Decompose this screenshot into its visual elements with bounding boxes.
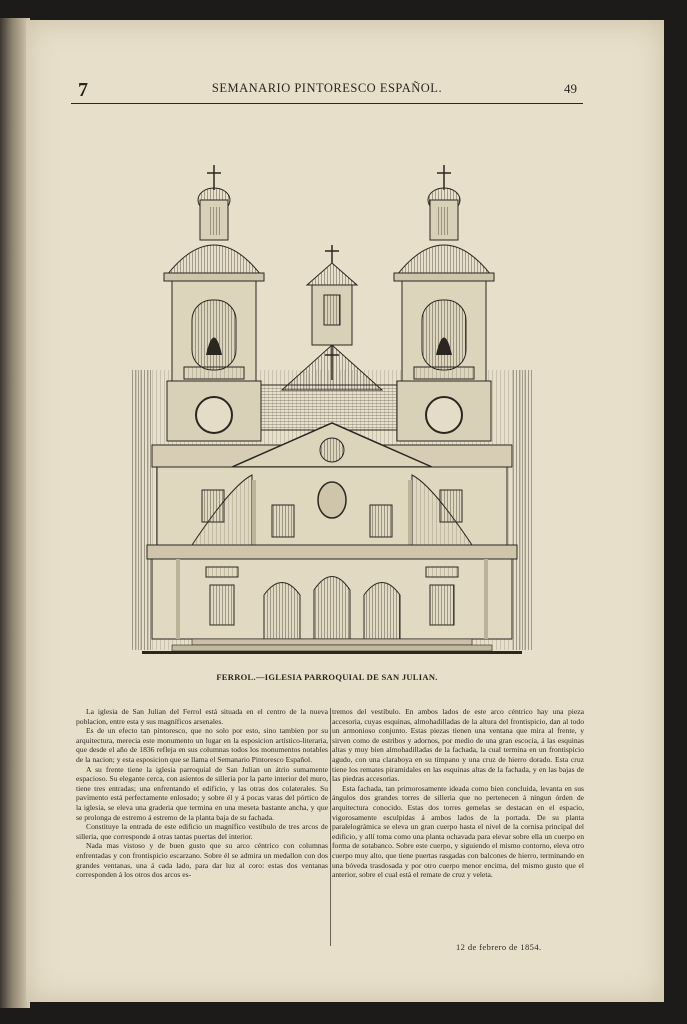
article-left-column bbox=[76, 707, 328, 880]
paragraph: La iglesia de San Julian del Ferrol está situada en el centro de la nueva poblacion, entre esta y sus magníficos arsenales. bbox=[76, 707, 328, 726]
paragraph: A su frente tiene la iglesia parroquial de San Julian un átrio sumamente espacioso. Su elegante cerca, con asientos de silleria por la parte interior del muro, tiene tres entradas; una enfrentando el edificio, y las otras dos colaterales. Su pavimento está perfectamente enlosado; y sobre él y á pocas varas del pórtico de la iglesia, se eleva una graderia que termina en una meseta bastante ancha, y que se prolonga de estremo á estremo de la planta baja de su fachada. bbox=[76, 764, 328, 822]
newspaper-page bbox=[26, 20, 664, 1002]
page-number: 49 bbox=[564, 81, 577, 96]
paragraph: Nada mas vistoso y de buen gusto que su arco céntrico con columnas enfrentadas y con frontispicio escarzano. Sobre él se admira un medallon con dos grandes ventanas, una á cada lado, para dar luz al coro: estas dos ventanas corresponden á los otros dos arcos es- bbox=[76, 841, 328, 880]
paragraph: Esta fachada, tan primorosamente ideada como bien concluida, levanta en sus ángulos dos grandes torres de silleria que no pertenecen á ningun órden de arquitectura conocido. Estas dos torres gemelas se destacan en el espacio, vigorosamente esculpidas á ambos lados de la portada. De su planta paralelográmica se eleva un gran cuerpo hasta el nivel de la cornisa principal del edificio, y allí toma como una planta ochavada para elevar sobre ella un cuerpo en forma de sotabanco. Sobre este cuerpo, y siguiendo el mismo contorno, eleva otro cuerpo muy alto, que tiene puertas rasgadas con balcones de hierro, terminando en una bóveda trasdosada y por otro cuerpo menor encima, del mismo gusto que el anterior, sobre el cual está el remate de cruz y veleta. bbox=[332, 783, 584, 880]
dateline: 12 de febrero de 1854. bbox=[456, 942, 542, 952]
column-divider bbox=[330, 708, 331, 946]
section-number: 7 bbox=[78, 79, 88, 101]
paragraph: Constituye la entrada de este edificio un magnífico vestíbulo de tres arcos de silleria, que corresponde á otras tantas puertas del interior. bbox=[76, 822, 328, 841]
church-engraving bbox=[132, 145, 532, 655]
page-header bbox=[71, 75, 583, 104]
article-right-column bbox=[332, 707, 584, 880]
publication-title: SEMANARIO PINTORESCO ESPAÑOL. bbox=[211, 81, 443, 95]
right-tower bbox=[394, 165, 494, 441]
paragraph: Es de un efecto tan pintoresco, que no solo por esto, sino tambien por su arquitectura, merecia este monumento un lugar en la esposicion artístico-literaria, que desde el año de 1836 refleja en sus columnas todos los monumentos notables de la nacion; y esta esposicion que se llama el Semanario Pintoresco Español. bbox=[76, 726, 328, 764]
left-tower bbox=[164, 165, 264, 441]
paragraph: tremos del vestíbulo. En ambos lados de este arco céntrico hay una pieza accesoria, cuyas esquinas, almohadilladas de la altura del frontispicio, dan al todo un armonioso conjunto. Estas piezas tienen una ventana que mira al frente, y sirven como de estribos y adornos, por medio de una gran escocia, á las esquinas altas y muy bien almohadilladas de la fachada, la cual termina en un frontispicio agudo, con una claraboya en su tímpano y una cruz de hierro dorado. Esta cruz tiene los remates piramidales en las esquinas altas de la fachada, y en las bajas de las piedras accesorias. bbox=[332, 707, 584, 784]
illustration-caption: FERROL.—IGLESIA PARROQUIAL DE SAN JULIAN. bbox=[216, 672, 438, 682]
